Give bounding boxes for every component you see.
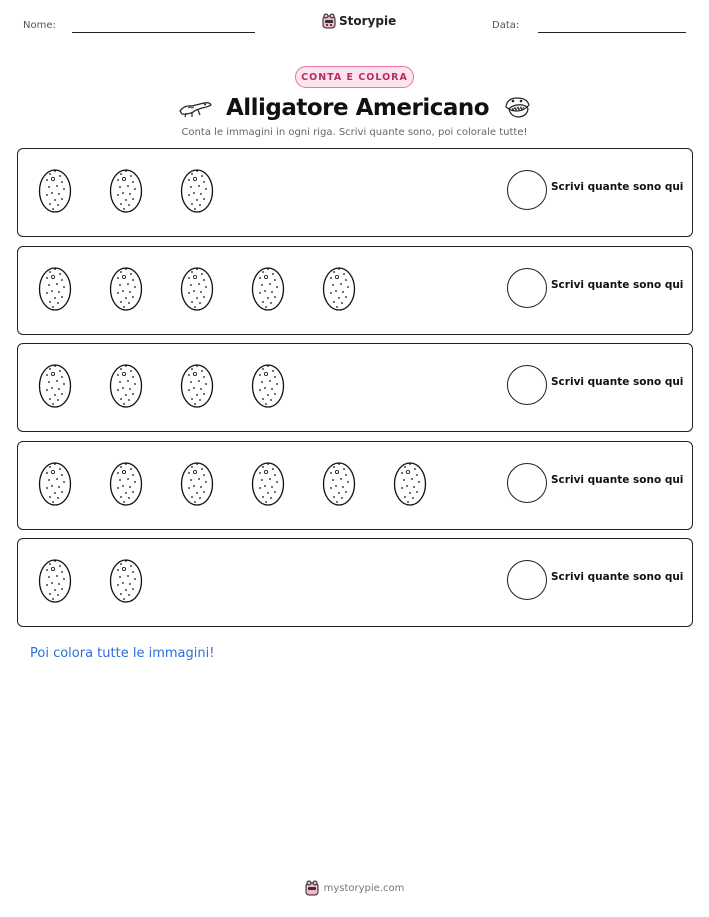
speckled-egg-icon[interactable]: [314, 263, 363, 313]
egg-group: [30, 360, 292, 410]
egg-group: [30, 555, 150, 605]
speckled-egg-icon[interactable]: [243, 360, 292, 410]
answer-label: Scrivi quante sono qui: [551, 181, 684, 193]
speckled-egg-icon[interactable]: [30, 360, 79, 410]
title-row: [0, 90, 709, 126]
counting-row: [17, 148, 693, 237]
counting-row: [17, 343, 693, 432]
answer-label: Scrivi quante sono qui: [551, 376, 684, 388]
footer: [0, 880, 709, 896]
speckled-egg-icon[interactable]: [172, 165, 221, 215]
answer-label: Scrivi quante sono qui: [551, 473, 684, 486]
answer-label: Scrivi quante sono qui: [551, 571, 684, 583]
answer-label: Scrivi quante sono qui: [551, 278, 684, 291]
answer-circle[interactable]: [507, 365, 547, 405]
egg-group: [30, 165, 221, 215]
footer-note: Poi colora tutte le immagini!: [30, 646, 215, 661]
egg-group: [30, 458, 434, 508]
brand: [322, 13, 396, 29]
speckled-egg-icon[interactable]: [172, 360, 221, 410]
counting-row: [17, 538, 693, 627]
answer-circle[interactable]: [507, 463, 547, 503]
speckled-egg-icon[interactable]: [243, 458, 292, 508]
counting-row: [17, 246, 693, 335]
speckled-egg-icon[interactable]: [172, 458, 221, 508]
speckled-egg-icon[interactable]: [385, 458, 434, 508]
speckled-egg-icon[interactable]: [101, 263, 150, 313]
brand-name: Storypie: [339, 14, 397, 28]
speckled-egg-icon[interactable]: [101, 458, 150, 508]
speckled-egg-icon[interactable]: [30, 458, 79, 508]
storypie-logo-icon: [305, 880, 319, 896]
name-label: Nome:: [23, 20, 56, 31]
speckled-egg-icon[interactable]: [314, 458, 363, 508]
worksheet-header: [0, 0, 709, 40]
speckled-egg-icon[interactable]: [30, 165, 79, 215]
instructions: Conta le immagini in ogni riga. Scrivi quante sono, poi colorale tutte!: [181, 127, 528, 138]
egg-group: [30, 263, 363, 313]
date-line[interactable]: [538, 32, 686, 33]
answer-circle[interactable]: [507, 560, 547, 600]
speckled-egg-icon[interactable]: [101, 165, 150, 215]
speckled-egg-icon[interactable]: [243, 263, 292, 313]
date-label: Data:: [492, 20, 520, 31]
speckled-egg-icon[interactable]: [30, 263, 79, 313]
speckled-egg-icon[interactable]: [30, 555, 79, 605]
page-title: Alligatore Americano: [225, 95, 490, 121]
speckled-egg-icon[interactable]: [101, 555, 150, 605]
name-line[interactable]: [72, 32, 255, 33]
alligator-head-icon: [503, 95, 531, 121]
activity-badge: CONTA E COLORA: [295, 66, 414, 88]
alligator-icon: [178, 97, 212, 119]
counting-row: [17, 441, 693, 530]
footer-url: mystorypie.com: [323, 882, 405, 894]
answer-circle[interactable]: [507, 268, 547, 308]
answer-circle[interactable]: [507, 170, 547, 210]
speckled-egg-icon[interactable]: [172, 263, 221, 313]
storypie-logo-icon: [322, 13, 336, 29]
speckled-egg-icon[interactable]: [101, 360, 150, 410]
